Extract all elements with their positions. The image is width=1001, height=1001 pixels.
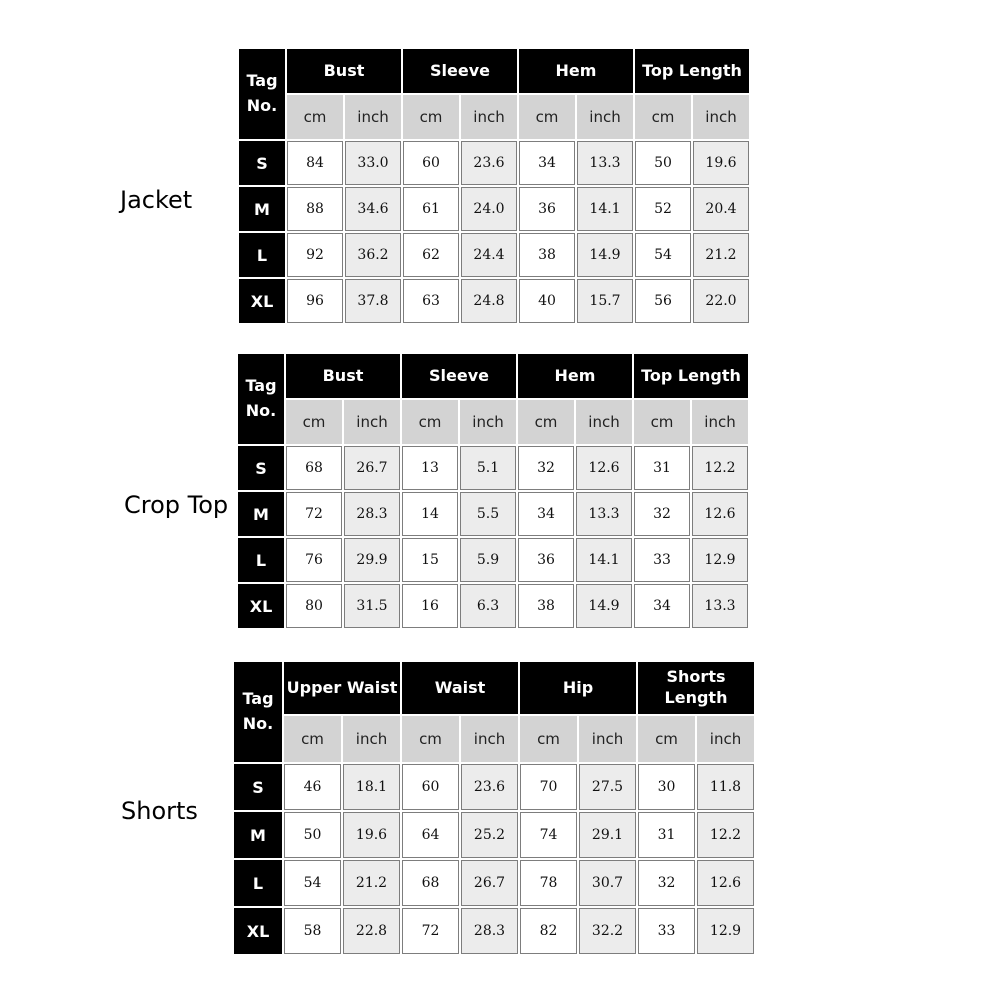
unit-header-inch: inch xyxy=(345,95,401,139)
size-label: XL xyxy=(238,584,284,628)
value-cell-cm: 96 xyxy=(287,279,343,323)
value-cell-cm: 64 xyxy=(402,812,459,858)
size-label: S xyxy=(238,446,284,490)
value-cell-cm: 70 xyxy=(520,764,577,810)
value-cell-inch: 13.3 xyxy=(692,584,748,628)
size-label: S xyxy=(239,141,285,185)
value-cell-cm: 92 xyxy=(287,233,343,277)
size-label: L xyxy=(234,860,282,906)
tag-no-header-line: Tag xyxy=(246,71,278,91)
value-cell-cm: 34 xyxy=(519,141,575,185)
table-row xyxy=(238,538,748,582)
unit-header-cm: cm xyxy=(287,95,343,139)
value-cell-inch: 14.1 xyxy=(576,538,632,582)
value-cell-inch: 5.1 xyxy=(460,446,516,490)
size-label: L xyxy=(239,233,285,277)
unit-header-inch: inch xyxy=(692,400,748,444)
value-cell-inch: 28.3 xyxy=(461,908,518,954)
value-cell-cm: 14 xyxy=(402,492,458,536)
value-cell-inch: 14.1 xyxy=(577,187,633,231)
unit-header-inch: inch xyxy=(577,95,633,139)
tag-no-header xyxy=(238,354,284,444)
value-cell-cm: 36 xyxy=(519,187,575,231)
unit-header-cm: cm xyxy=(284,716,341,762)
header-row xyxy=(234,662,754,714)
unit-header-inch: inch xyxy=(344,400,400,444)
value-cell-inch: 6.3 xyxy=(460,584,516,628)
value-cell-inch: 25.2 xyxy=(461,812,518,858)
size-label: XL xyxy=(234,908,282,954)
value-cell-inch: 12.6 xyxy=(692,492,748,536)
column-header-sleeve: Sleeve xyxy=(402,354,516,398)
unit-header-inch: inch xyxy=(461,95,517,139)
value-cell-cm: 76 xyxy=(286,538,342,582)
value-cell-inch: 23.6 xyxy=(461,764,518,810)
value-cell-inch: 31.5 xyxy=(344,584,400,628)
value-cell-inch: 11.8 xyxy=(697,764,754,810)
value-cell-inch: 33.0 xyxy=(345,141,401,185)
value-cell-cm: 80 xyxy=(286,584,342,628)
value-cell-cm: 13 xyxy=(402,446,458,490)
value-cell-inch: 19.6 xyxy=(343,812,400,858)
value-cell-inch: 26.7 xyxy=(344,446,400,490)
value-cell-inch: 13.3 xyxy=(576,492,632,536)
column-header-top-length: Top Length xyxy=(634,354,748,398)
unit-header-cm: cm xyxy=(520,716,577,762)
value-cell-inch: 32.2 xyxy=(579,908,636,954)
tag-no-header xyxy=(239,49,285,139)
value-cell-cm: 38 xyxy=(519,233,575,277)
column-header-hem: Hem xyxy=(519,49,633,93)
value-cell-inch: 21.2 xyxy=(343,860,400,906)
value-cell-cm: 56 xyxy=(635,279,691,323)
table-row xyxy=(234,908,754,954)
value-cell-cm: 60 xyxy=(403,141,459,185)
value-cell-inch: 20.4 xyxy=(693,187,749,231)
size-table-jacket xyxy=(237,47,751,325)
value-cell-cm: 34 xyxy=(518,492,574,536)
value-cell-cm: 16 xyxy=(402,584,458,628)
value-cell-cm: 32 xyxy=(634,492,690,536)
value-cell-cm: 60 xyxy=(402,764,459,810)
table-row xyxy=(239,279,749,323)
value-cell-inch: 24.8 xyxy=(461,279,517,323)
column-header-bust: Bust xyxy=(286,354,400,398)
value-cell-cm: 61 xyxy=(403,187,459,231)
unit-header-cm: cm xyxy=(402,400,458,444)
unit-header-cm: cm xyxy=(286,400,342,444)
size-label: XL xyxy=(239,279,285,323)
value-cell-cm: 88 xyxy=(287,187,343,231)
value-cell-cm: 40 xyxy=(519,279,575,323)
column-header-top-length: Top Length xyxy=(635,49,749,93)
value-cell-inch: 24.0 xyxy=(461,187,517,231)
value-cell-inch: 34.6 xyxy=(345,187,401,231)
size-table-crop-top xyxy=(236,352,750,630)
value-cell-inch: 22.0 xyxy=(693,279,749,323)
tag-no-header-line: Tag xyxy=(245,376,277,396)
value-cell-cm: 46 xyxy=(284,764,341,810)
table-row xyxy=(239,141,749,185)
section-label-crop-top: Crop Top xyxy=(124,491,229,519)
size-label: M xyxy=(239,187,285,231)
value-cell-inch: 12.6 xyxy=(576,446,632,490)
unit-row xyxy=(238,400,748,444)
value-cell-cm: 54 xyxy=(284,860,341,906)
value-cell-inch: 37.8 xyxy=(345,279,401,323)
value-cell-inch: 28.3 xyxy=(344,492,400,536)
value-cell-inch: 21.2 xyxy=(693,233,749,277)
unit-header-cm: cm xyxy=(634,400,690,444)
value-cell-inch: 14.9 xyxy=(577,233,633,277)
value-cell-inch: 29.9 xyxy=(344,538,400,582)
size-label: L xyxy=(238,538,284,582)
value-cell-cm: 34 xyxy=(634,584,690,628)
header-row xyxy=(238,354,748,398)
value-cell-cm: 31 xyxy=(634,446,690,490)
header-row xyxy=(239,49,749,93)
unit-header-cm: cm xyxy=(519,95,575,139)
table-row xyxy=(239,233,749,277)
value-cell-inch: 24.4 xyxy=(461,233,517,277)
value-cell-inch: 13.3 xyxy=(577,141,633,185)
tag-no-header-line: No. xyxy=(246,96,278,115)
unit-header-inch: inch xyxy=(697,716,754,762)
value-cell-inch: 36.2 xyxy=(345,233,401,277)
value-cell-inch: 19.6 xyxy=(693,141,749,185)
size-label: M xyxy=(234,812,282,858)
unit-header-inch: inch xyxy=(460,400,516,444)
unit-header-inch: inch xyxy=(693,95,749,139)
value-cell-cm: 36 xyxy=(518,538,574,582)
value-cell-cm: 31 xyxy=(638,812,695,858)
table-row xyxy=(238,584,748,628)
value-cell-inch: 15.7 xyxy=(577,279,633,323)
tag-no-header-line: No. xyxy=(245,401,277,420)
column-header-sleeve: Sleeve xyxy=(403,49,517,93)
value-cell-inch: 26.7 xyxy=(461,860,518,906)
column-header-bust: Bust xyxy=(287,49,401,93)
value-cell-cm: 72 xyxy=(402,908,459,954)
value-cell-cm: 50 xyxy=(284,812,341,858)
value-cell-cm: 68 xyxy=(402,860,459,906)
value-cell-cm: 33 xyxy=(638,908,695,954)
unit-row xyxy=(234,716,754,762)
value-cell-cm: 52 xyxy=(635,187,691,231)
table-row xyxy=(238,492,748,536)
value-cell-cm: 82 xyxy=(520,908,577,954)
value-cell-cm: 32 xyxy=(518,446,574,490)
table-row xyxy=(234,860,754,906)
column-header-hem: Hem xyxy=(518,354,632,398)
value-cell-cm: 78 xyxy=(520,860,577,906)
value-cell-inch: 5.9 xyxy=(460,538,516,582)
table-row xyxy=(238,446,748,490)
value-cell-inch: 5.5 xyxy=(460,492,516,536)
tag-no-header xyxy=(234,662,282,762)
unit-header-cm: cm xyxy=(403,95,459,139)
value-cell-cm: 74 xyxy=(520,812,577,858)
value-cell-cm: 72 xyxy=(286,492,342,536)
column-header-shorts-length: Shorts Length xyxy=(638,662,754,714)
value-cell-inch: 12.9 xyxy=(692,538,748,582)
value-cell-inch: 12.2 xyxy=(697,812,754,858)
column-header-waist: Waist xyxy=(402,662,518,714)
size-label: S xyxy=(234,764,282,810)
column-header-hip: Hip xyxy=(520,662,636,714)
unit-header-inch: inch xyxy=(579,716,636,762)
unit-header-inch: inch xyxy=(576,400,632,444)
column-header-upper-waist: Upper Waist xyxy=(284,662,400,714)
unit-header-cm: cm xyxy=(518,400,574,444)
value-cell-inch: 14.9 xyxy=(576,584,632,628)
unit-header-cm: cm xyxy=(638,716,695,762)
unit-row xyxy=(239,95,749,139)
section-label-jacket: Jacket xyxy=(120,186,193,214)
value-cell-inch: 12.9 xyxy=(697,908,754,954)
tag-no-header-line: No. xyxy=(242,714,274,733)
value-cell-inch: 23.6 xyxy=(461,141,517,185)
table-row xyxy=(234,764,754,810)
value-cell-inch: 18.1 xyxy=(343,764,400,810)
value-cell-cm: 50 xyxy=(635,141,691,185)
value-cell-cm: 15 xyxy=(402,538,458,582)
tag-no-header-line: Tag xyxy=(242,689,274,709)
value-cell-cm: 33 xyxy=(634,538,690,582)
size-table-shorts xyxy=(232,660,756,956)
unit-header-cm: cm xyxy=(635,95,691,139)
value-cell-inch: 30.7 xyxy=(579,860,636,906)
value-cell-cm: 54 xyxy=(635,233,691,277)
unit-header-inch: inch xyxy=(461,716,518,762)
value-cell-cm: 38 xyxy=(518,584,574,628)
value-cell-inch: 12.2 xyxy=(692,446,748,490)
section-label-shorts: Shorts xyxy=(121,797,198,825)
value-cell-cm: 68 xyxy=(286,446,342,490)
value-cell-inch: 12.6 xyxy=(697,860,754,906)
value-cell-inch: 29.1 xyxy=(579,812,636,858)
value-cell-inch: 27.5 xyxy=(579,764,636,810)
value-cell-cm: 62 xyxy=(403,233,459,277)
table-row xyxy=(239,187,749,231)
size-label: M xyxy=(238,492,284,536)
value-cell-cm: 63 xyxy=(403,279,459,323)
unit-header-cm: cm xyxy=(402,716,459,762)
table-row xyxy=(234,812,754,858)
value-cell-cm: 84 xyxy=(287,141,343,185)
unit-header-inch: inch xyxy=(343,716,400,762)
value-cell-cm: 58 xyxy=(284,908,341,954)
value-cell-inch: 22.8 xyxy=(343,908,400,954)
value-cell-cm: 30 xyxy=(638,764,695,810)
value-cell-cm: 32 xyxy=(638,860,695,906)
